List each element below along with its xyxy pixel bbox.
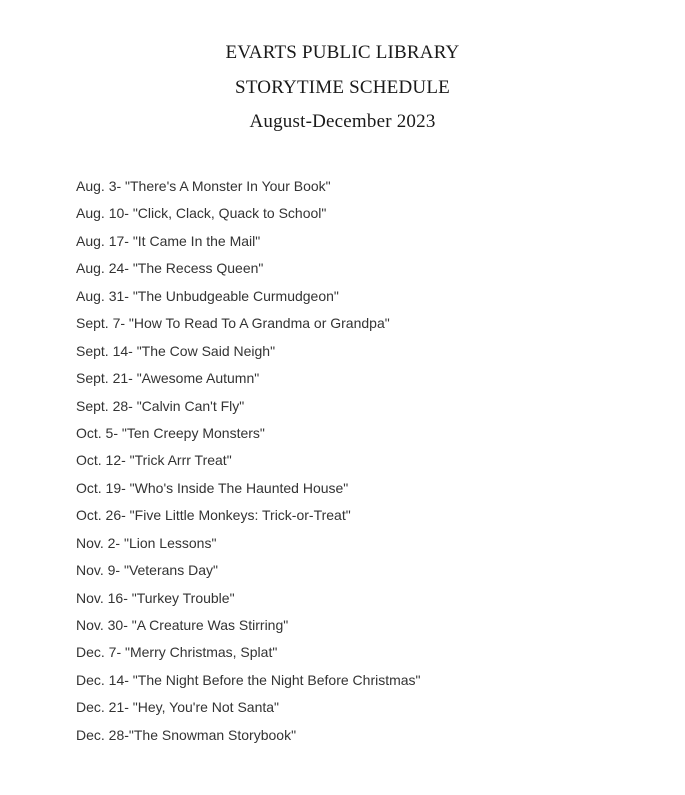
schedule-entry: Nov. 2- "Lion Lessons"	[76, 534, 217, 551]
schedule-entry: Oct. 12- "Trick Arrr Treat"	[76, 452, 232, 469]
schedule-entry: Dec. 28-"The Snowman Storybook"	[76, 726, 297, 743]
schedule-date-range: August-December 2023	[249, 111, 436, 132]
schedule-entry: Aug. 24- "The Recess Queen"	[76, 260, 264, 277]
schedule-entry: Sept. 7- "How To Read To A Grandma or Grandpa"	[76, 315, 390, 332]
schedule-entry: Nov. 16- "Turkey Trouble"	[76, 589, 235, 606]
library-name: EVARTS PUBLIC LIBRARY	[225, 42, 460, 63]
schedule-entry: Oct. 19- "Who's Inside The Haunted House"	[76, 479, 349, 496]
schedule-entry: Nov. 9- "Veterans Day"	[76, 562, 218, 579]
storytime-schedule-list	[76, 176, 421, 752]
schedule-entry: Dec. 7- "Merry Christmas, Splat"	[76, 644, 278, 661]
document-header	[0, 40, 685, 144]
schedule-entry: Aug. 31- "The Unbudgeable Curmudgeon"	[76, 287, 339, 304]
schedule-entry: Nov. 30- "A Creature Was Stirring"	[76, 617, 289, 633]
schedule-entry: Aug. 17- "It Came In the Mail"	[76, 232, 261, 249]
schedule-title: STORYTIME SCHEDULE	[235, 76, 450, 98]
schedule-entry: Oct. 26- "Five Little Monkeys: Trick-or-Treat"	[76, 507, 351, 524]
schedule-entry: Sept. 21- "Awesome Autumn"	[76, 370, 260, 387]
schedule-entry: Aug. 10- "Click, Clack, Quack to School"	[76, 205, 327, 222]
schedule-entry: Oct. 5- "Ten Creepy Monsters"	[76, 424, 265, 441]
schedule-entry: Sept. 28- "Calvin Can't Fly"	[76, 397, 245, 414]
schedule-entry: Dec. 21- "Hey, You're Not Santa"	[76, 699, 280, 716]
schedule-entry: Dec. 14- "The Night Before the Night Before Christmas"	[76, 671, 421, 688]
schedule-entry: Sept. 14- "The Cow Said Neigh"	[76, 342, 276, 359]
schedule-entry: Aug. 3- "There's A Monster In Your Book"	[76, 178, 331, 194]
